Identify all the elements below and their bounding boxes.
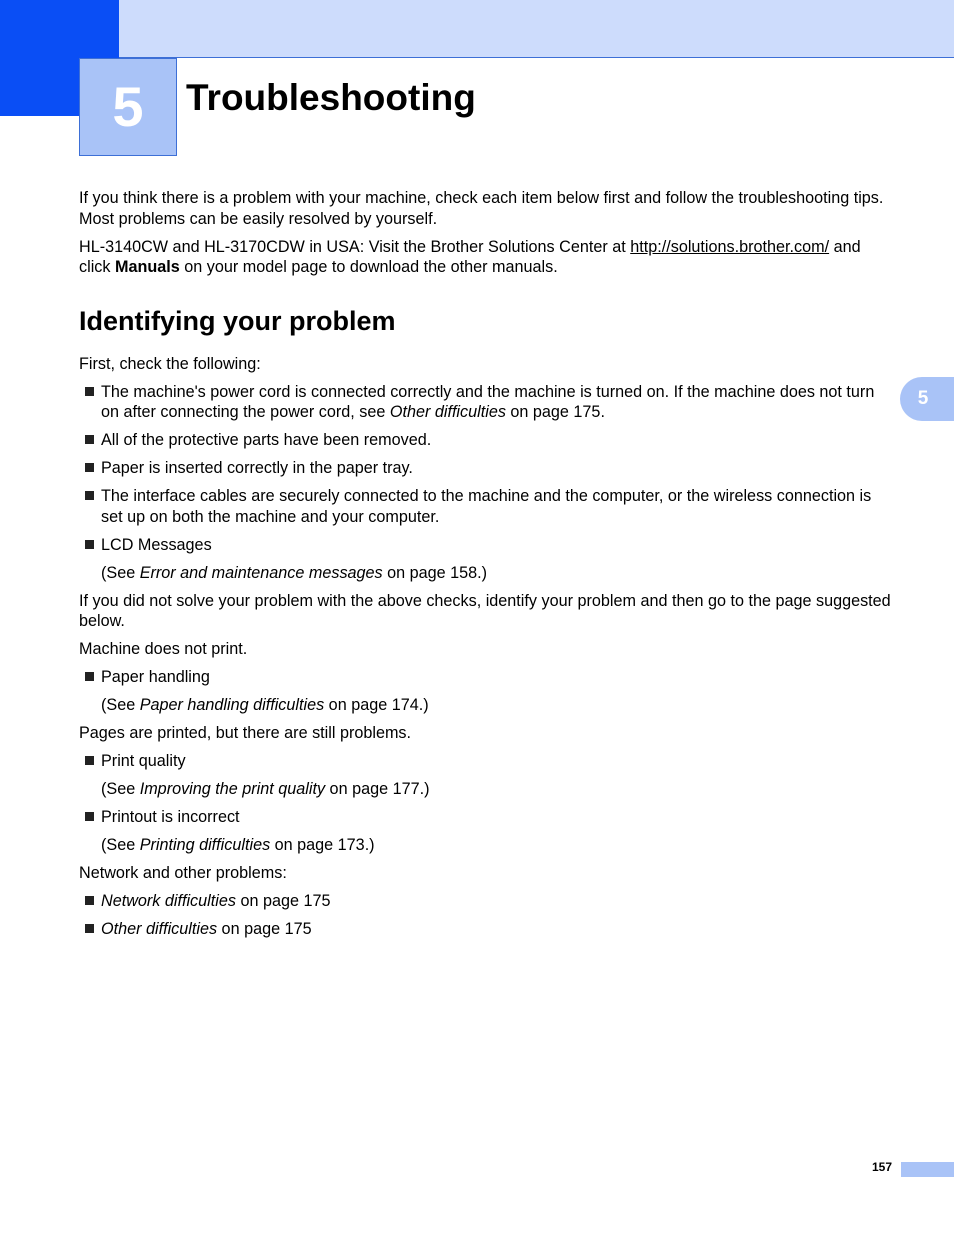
bullet-icon [85,924,94,933]
manuals-bold: Manuals [114,258,180,276]
solutions-center-link[interactable]: http://solutions.brother.com/ [630,237,830,256]
text: on page 173.) [270,836,375,854]
text: on your model page to download the other manuals. [179,258,558,276]
check-item-cables [79,486,891,527]
paper-reference [79,695,891,716]
text: and click [79,237,861,276]
side-tab-label: 5 [917,388,929,409]
list-item-network [79,891,891,912]
chapter-side-tab[interactable] [900,377,954,421]
text: on page 175 [235,892,331,910]
page-content [79,188,891,947]
xref-printing-difficulties[interactable]: Printing difficulties [139,836,271,854]
check-item-lcd [79,535,891,556]
list-item-other [79,919,891,940]
text: (See [101,563,140,582]
quality-reference [79,779,891,800]
first-check: First, check the following: [79,354,261,373]
xref-network-difficulties[interactable]: Network difficulties [101,892,236,910]
if-not-solved: If you did not solve your problem with the above checks, identify your problem and then go to the page suggested below. [79,591,891,630]
text: Print quality [101,752,186,770]
text: on page 174.) [324,696,429,714]
text: on page 158.) [382,563,488,582]
check-item-paper [79,458,891,479]
section-heading: Identifying your problem [79,305,396,336]
page-number: 157 [871,1160,892,1174]
text: Printout is incorrect [101,808,240,826]
bullet-icon [85,463,94,472]
chapter-number-box [79,58,177,156]
solutions-center-paragraph [79,237,891,278]
xref-other-difficulties-2[interactable]: Other difficulties [101,920,218,938]
check-item-protective-parts [79,430,891,451]
chapter-number: 5 [112,75,144,138]
xref-print-quality[interactable]: Improving the print quality [139,780,326,798]
printing-reference [79,835,891,856]
intro-paragraph: If you think there is a problem with your machine, check each item below first and follow the troubleshooting tips. Most problems can be easily resolved by yourself. [79,189,884,228]
lcd-reference [79,563,891,584]
footer-bar [901,1162,954,1177]
check-item-power-cord [79,382,891,423]
bullet-icon [85,491,94,500]
text: on page 175. [505,403,605,421]
xref-paper-handling[interactable]: Paper handling difficulties [139,696,325,714]
network-other-problems: Network and other problems: [79,864,287,882]
text: on page 177.) [325,780,430,798]
header-band [0,0,954,58]
xref-other-difficulties[interactable]: Other difficulties [389,403,506,421]
text: All of the protective parts have been removed. [101,431,432,449]
pages-printed-problems: Pages are printed, but there are still problems. [79,724,412,742]
text: The machine's power cord is connected correctly and the machine is turned on. If the machine does not turn on after connecting the power cord, see [101,382,875,421]
bullet-icon [85,387,94,396]
bullet-icon [85,435,94,444]
text: on page 175 [217,920,312,938]
text: Paper is inserted correctly in the paper tray. [101,459,413,477]
text: The interface cables are securely connected to the machine and the computer, or the wireless connection is set up on both the machine and your computer. [101,487,872,526]
bullet-icon [85,812,94,821]
bullet-icon [85,540,94,549]
bullet-icon [85,756,94,765]
text: HL-3140CW and HL-3170CDW in USA: Visit the Brother Solutions Center at [79,237,631,256]
machine-does-not-print: Machine does not print. [79,640,248,658]
xref-error-messages[interactable]: Error and maintenance messages [139,563,383,582]
list-item-printout-incorrect [79,807,891,828]
bullet-icon [85,896,94,905]
list-item-paper-handling [79,667,891,688]
text: Paper handling [101,668,210,686]
text: (See [101,780,140,798]
text: (See [101,836,140,854]
chapter-title: Troubleshooting [186,77,476,118]
text: LCD Messages [101,535,212,554]
bullet-icon [85,672,94,681]
list-item-print-quality [79,751,891,772]
text: (See [101,696,140,714]
